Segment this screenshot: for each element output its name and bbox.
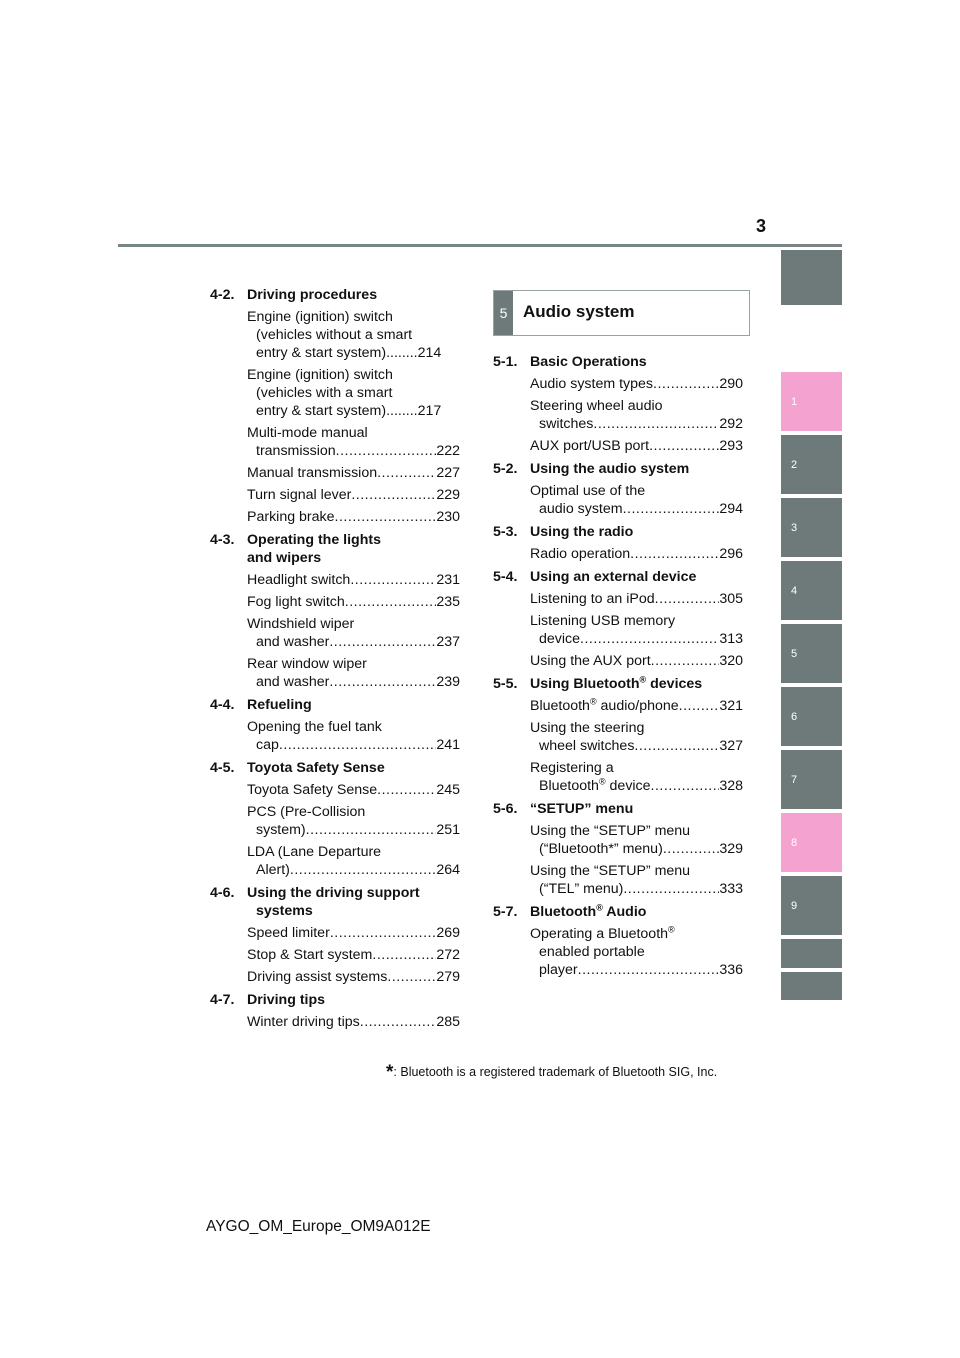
toc-section-4-7: [210, 991, 460, 1009]
tab-8-label: 8: [791, 836, 798, 849]
entry-text: device: [539, 631, 581, 647]
entry-text: cap: [256, 737, 279, 753]
entry-page: 214: [417, 345, 442, 361]
entry-text: Parking brake: [247, 509, 335, 525]
entry-line: [530, 697, 743, 715]
toc-section-4-2: [210, 286, 460, 304]
entry-text: Driving assist systems: [247, 969, 388, 985]
entry-leader: [653, 375, 719, 393]
tab-7[interactable]: [781, 750, 842, 809]
entry-line: [530, 375, 743, 393]
entry-line: [530, 961, 743, 979]
entry-line: [247, 508, 460, 526]
entry-line: Using the steering: [530, 720, 645, 736]
entry-leader: [336, 442, 437, 460]
tab-3[interactable]: [781, 498, 842, 557]
section-title: Using the driving support: [247, 885, 420, 901]
toc-entry[interactable]: [247, 803, 460, 839]
chapter-header: [493, 290, 750, 336]
entry-page: 333: [719, 881, 743, 897]
toc-left-column: [210, 286, 460, 1031]
entry-text-a: Bluetooth: [539, 778, 599, 794]
tab-blank-2[interactable]: [781, 972, 842, 1000]
entry-page: 305: [719, 591, 743, 607]
toc-section-4-6: [210, 884, 460, 920]
entry-text: Fog light switch: [247, 594, 345, 610]
entry-leader: [345, 593, 437, 611]
entry-page: 321: [719, 698, 743, 714]
toc-section-4-4: [210, 696, 460, 714]
toc-entry[interactable]: [247, 424, 460, 460]
entry-page: 329: [719, 841, 743, 857]
entry-page: 222: [436, 443, 460, 459]
entry-page: 279: [436, 969, 460, 985]
section-title-cont: devices: [646, 676, 703, 692]
section-title-cont: and wipers: [247, 550, 322, 566]
section-number: 5-3.: [493, 524, 518, 540]
tab-4[interactable]: [781, 561, 842, 620]
entry-text: AUX port/USB port: [530, 438, 650, 454]
entry-page: 269: [436, 925, 460, 941]
chapter-title: Audio system: [523, 302, 635, 321]
entry-leader: [651, 652, 720, 670]
entry-line: Optimal use of the: [530, 483, 646, 499]
entry-text: Winter driving tips: [247, 1014, 360, 1030]
section-title: Operating the lights: [247, 532, 381, 548]
toc-entry[interactable]: [530, 375, 743, 393]
toc-entry[interactable]: [247, 486, 460, 504]
entry-page: 293: [719, 438, 743, 454]
toc-entry[interactable]: [530, 697, 743, 715]
tab-5[interactable]: [781, 624, 842, 683]
section-title: Toyota Safety Sense: [247, 760, 385, 776]
entry-text: Speed limiter: [247, 925, 330, 941]
entry-text: and washer: [256, 674, 330, 690]
section-title: Basic Operations: [530, 354, 647, 370]
entry-leader: [663, 840, 720, 858]
entry-line: (vehicles without a smart: [256, 327, 413, 343]
entry-text-b: audio/phone: [596, 698, 679, 714]
entry-leader: [377, 781, 436, 799]
entry-text: Turn signal lever: [247, 487, 352, 503]
toc-entry[interactable]: [247, 308, 460, 362]
entry-leader: [578, 961, 720, 979]
toc-entry[interactable]: [530, 759, 743, 795]
section-number: 4-7.: [210, 992, 235, 1008]
entry-line: [530, 545, 743, 563]
entry-line: Listening USB memory: [530, 613, 676, 629]
toc-entry[interactable]: [247, 1013, 460, 1031]
entry-leader: [634, 737, 719, 755]
entry-page: 336: [719, 962, 743, 978]
entry-page: 227: [436, 465, 460, 481]
toc-entry[interactable]: [530, 437, 743, 455]
toc-entry[interactable]: [247, 655, 460, 691]
toc-entry[interactable]: [530, 652, 743, 670]
tab-blank-top[interactable]: [781, 250, 842, 305]
entry-line: [247, 571, 460, 589]
toc-entry[interactable]: [247, 615, 460, 651]
toc-section-5-3: [493, 523, 743, 541]
entry-line: PCS (Pre-Collision: [247, 804, 366, 820]
toc-entry[interactable]: [247, 924, 460, 942]
tab-3-label: 3: [791, 521, 798, 534]
toc-entry[interactable]: [247, 781, 460, 799]
entry-line: [530, 437, 743, 455]
entry-leader: [649, 437, 719, 455]
registered-mark: ®: [639, 674, 647, 685]
entry-page: 231: [436, 572, 460, 588]
entry-page: 251: [436, 822, 460, 838]
entry-line: [530, 777, 743, 795]
entry-page: 217: [417, 403, 442, 419]
toc-entry[interactable]: [530, 397, 743, 433]
chapter-number: 5: [494, 291, 513, 335]
toc-right-column: [493, 353, 743, 979]
section-number: 5-6.: [493, 801, 518, 817]
entry-page: 235: [436, 594, 460, 610]
toc-section-5-4: [493, 568, 743, 586]
toc-section-5-6: [493, 800, 743, 818]
entry-line: [247, 593, 460, 611]
toc-entry[interactable]: [247, 968, 460, 986]
entry-line: Rear window wiper: [247, 656, 367, 672]
entry-leader: [306, 821, 437, 839]
entry-leader: [350, 571, 436, 589]
toc-entry[interactable]: [530, 612, 743, 648]
entry-page: 237: [436, 634, 460, 650]
entry-line: Opening the fuel tank: [247, 719, 382, 735]
toc-entry[interactable]: [530, 925, 743, 979]
entry-page: 320: [719, 653, 743, 669]
entry-line: [247, 924, 460, 942]
toc-entry[interactable]: [247, 946, 460, 964]
entry-line: [530, 737, 743, 755]
section-number: 4-6.: [210, 885, 235, 901]
header-rule: [118, 244, 842, 247]
entry-leader: [279, 736, 436, 754]
entry-text: [539, 777, 651, 795]
entry-line: Multi-mode manual: [247, 425, 368, 441]
entry-line: Using the “SETUP” menu: [530, 823, 691, 839]
tab-blank-1[interactable]: [781, 939, 842, 968]
section-number: 4-3.: [210, 532, 235, 548]
entry-line: LDA (Lane Departure: [247, 844, 382, 860]
toc-entry[interactable]: [530, 590, 743, 608]
tab-6-label: 6: [791, 710, 798, 723]
entry-text: Audio system types: [530, 376, 654, 392]
entry-leader: [329, 673, 436, 691]
entry-line: Registering a: [530, 760, 614, 776]
toc-section-5-1: [493, 353, 743, 371]
entry-page: 294: [719, 501, 743, 517]
entry-line: [530, 840, 743, 858]
entry-page: 245: [436, 782, 460, 798]
entry-line: [247, 781, 460, 799]
registered-mark: ®: [598, 776, 606, 787]
entry-page: 327: [719, 738, 743, 754]
page-number: 3: [756, 216, 767, 236]
entry-leader: [330, 924, 437, 942]
registered-mark: ®: [596, 902, 603, 913]
registered-mark: ®: [589, 696, 597, 707]
section-number: 4-4.: [210, 697, 235, 713]
section-number: 4-2.: [210, 287, 235, 303]
entry-line: [247, 821, 460, 839]
toc-entry[interactable]: [247, 843, 460, 879]
entry-line: (vehicles with a smart: [256, 385, 393, 401]
entry-leader: [651, 777, 720, 795]
entry-text: Stop & Start system: [247, 947, 373, 963]
entry-leader: [630, 545, 719, 563]
entry-page: 328: [719, 778, 743, 794]
toc-entry[interactable]: [247, 571, 460, 589]
entry-line: [247, 1013, 460, 1031]
toc-entry[interactable]: [247, 718, 460, 754]
entry-text: Alert): [256, 862, 290, 878]
entry-leader: [360, 1013, 437, 1031]
section-number: 5-1.: [493, 354, 518, 370]
entry-line: [247, 946, 460, 964]
entry-line: [247, 673, 460, 691]
section-title-cont: systems: [256, 903, 313, 919]
footnote-asterisk: *: [386, 1062, 394, 1083]
tab-2[interactable]: [781, 435, 842, 494]
entry-line: [247, 442, 460, 460]
entry-text: wheel switches: [539, 738, 635, 754]
entry-line: [247, 464, 460, 482]
tab-4-label: 4: [791, 584, 798, 597]
entry-text: Toyota Safety Sense: [247, 782, 378, 798]
entry-line: [530, 630, 743, 648]
entry-leader: [580, 630, 719, 648]
section-title: Bluetooth: [530, 904, 597, 920]
entry-page: 296: [719, 546, 743, 562]
entry-line: [247, 736, 460, 754]
section-title: Driving tips: [247, 992, 326, 1008]
document-code: AYGO_OM_Europe_OM9A012E: [206, 1218, 431, 1235]
entry-text: entry & start system): [256, 345, 387, 361]
entry-text: and washer: [256, 634, 330, 650]
entry-text: Headlight switch: [247, 572, 351, 588]
toc-section-4-5: [210, 759, 460, 777]
entry-line: Using the “SETUP” menu: [530, 863, 691, 879]
toc-section-4-3: [210, 531, 460, 567]
entry-leader: [387, 968, 436, 986]
entry-text: entry & start system): [256, 403, 387, 419]
entry-text: Listening to an iPod: [530, 591, 655, 607]
footnote-text: : Bluetooth is a registered trademark of Bluetooth SIG, Inc.: [393, 1065, 718, 1079]
entry-page: 230: [436, 509, 460, 525]
entry-text: [530, 697, 679, 715]
toc-entry[interactable]: [530, 545, 743, 563]
entry-text: system): [256, 822, 306, 838]
entry-leader: [329, 633, 436, 651]
entry-line: [530, 925, 743, 943]
entry-leader: [623, 880, 719, 898]
entry-page: 285: [436, 1014, 460, 1030]
entry-line: enabled portable: [539, 944, 645, 960]
section-title: “SETUP” menu: [530, 801, 634, 817]
entry-line: [530, 590, 743, 608]
toc-section-5-2: [493, 460, 743, 478]
section-title: Using the audio system: [530, 461, 690, 477]
entry-leader: [623, 500, 720, 518]
tab-8[interactable]: [781, 813, 842, 872]
entry-line: [247, 486, 460, 504]
entry-text: player: [539, 962, 578, 978]
toc-section-5-5: [493, 675, 743, 693]
entry-leader: [372, 946, 436, 964]
entry-text: (“Bluetooth*” menu): [539, 841, 663, 857]
footnote: [386, 1062, 717, 1084]
toc-entry[interactable]: [247, 464, 460, 482]
entry-page: 229: [436, 487, 460, 503]
entry-text: switches: [539, 416, 594, 432]
section-number: 5-5.: [493, 676, 518, 692]
entry-leader: [679, 697, 720, 715]
tab-9[interactable]: [781, 876, 842, 935]
entry-text: Manual transmission: [247, 465, 378, 481]
tab-1-label: 1: [791, 395, 798, 408]
section-number: 4-5.: [210, 760, 235, 776]
entry-page: 264: [436, 862, 460, 878]
entry-line: Steering wheel audio: [530, 398, 663, 414]
section-title-cont: Audio: [602, 904, 647, 920]
section-number: 5-7.: [493, 904, 518, 920]
entry-text: Radio operation: [530, 546, 631, 562]
entry-page: 239: [436, 674, 460, 690]
section-number: 5-2.: [493, 461, 518, 477]
tab-9-label: 9: [791, 899, 798, 912]
entry-line: Engine (ignition) switch: [247, 309, 393, 325]
section-title: Driving procedures: [247, 287, 378, 303]
entry-line: [530, 500, 743, 518]
entry-text: Using the AUX port: [530, 653, 651, 669]
entry-dots: ........: [386, 345, 418, 361]
entry-line: Windshield wiper: [247, 616, 355, 632]
entry-leader: [377, 464, 436, 482]
entry-leader: [290, 861, 436, 879]
entry-line: [530, 880, 743, 898]
entry-text-b: device: [605, 778, 651, 794]
toc-entry[interactable]: [530, 719, 743, 755]
registered-mark: ®: [668, 924, 675, 935]
entry-page: 241: [436, 737, 460, 753]
section-title: Using an external device: [530, 569, 697, 585]
entry-leader: [351, 486, 436, 504]
entry-page: 292: [719, 416, 743, 432]
toc-entry[interactable]: [530, 862, 743, 898]
entry-leader: [655, 590, 720, 608]
entry-text: transmission: [256, 443, 336, 459]
toc-entry[interactable]: [530, 482, 743, 518]
entry-line: [247, 633, 460, 651]
tab-2-label: 2: [791, 458, 798, 471]
section-title: Refueling: [247, 697, 312, 713]
entry-page: 272: [436, 947, 460, 963]
section-title: Using Bluetooth: [530, 676, 640, 692]
section-number: 5-4.: [493, 569, 518, 585]
entry-leader: [335, 508, 437, 526]
tab-7-label: 7: [791, 773, 798, 786]
tab-1[interactable]: [781, 372, 842, 431]
section-title: Using the radio: [530, 524, 634, 540]
toc-entry[interactable]: [247, 508, 460, 526]
entry-page: 313: [719, 631, 743, 647]
entry-text: (“TEL” menu): [539, 881, 624, 897]
entry-text-a: Bluetooth: [530, 698, 590, 714]
tab-6[interactable]: [781, 687, 842, 746]
toc-entry[interactable]: [247, 593, 460, 611]
entry-dots: ........: [386, 403, 418, 419]
entry-line: [530, 652, 743, 670]
entry-line: [247, 402, 460, 420]
toc-entry[interactable]: [530, 822, 743, 858]
entry-line: [247, 344, 460, 362]
toc-entry[interactable]: [247, 366, 460, 420]
entry-page: 290: [719, 376, 743, 392]
entry-line: [247, 968, 460, 986]
entry-leader: [593, 415, 719, 433]
toc-section-5-7: [493, 903, 743, 921]
entry-text: audio system: [539, 501, 623, 517]
entry-text-a: Operating a Bluetooth: [530, 926, 669, 942]
tab-5-label: 5: [791, 647, 798, 660]
entry-line: [530, 415, 743, 433]
entry-line: [247, 861, 460, 879]
entry-line: Engine (ignition) switch: [247, 367, 393, 383]
